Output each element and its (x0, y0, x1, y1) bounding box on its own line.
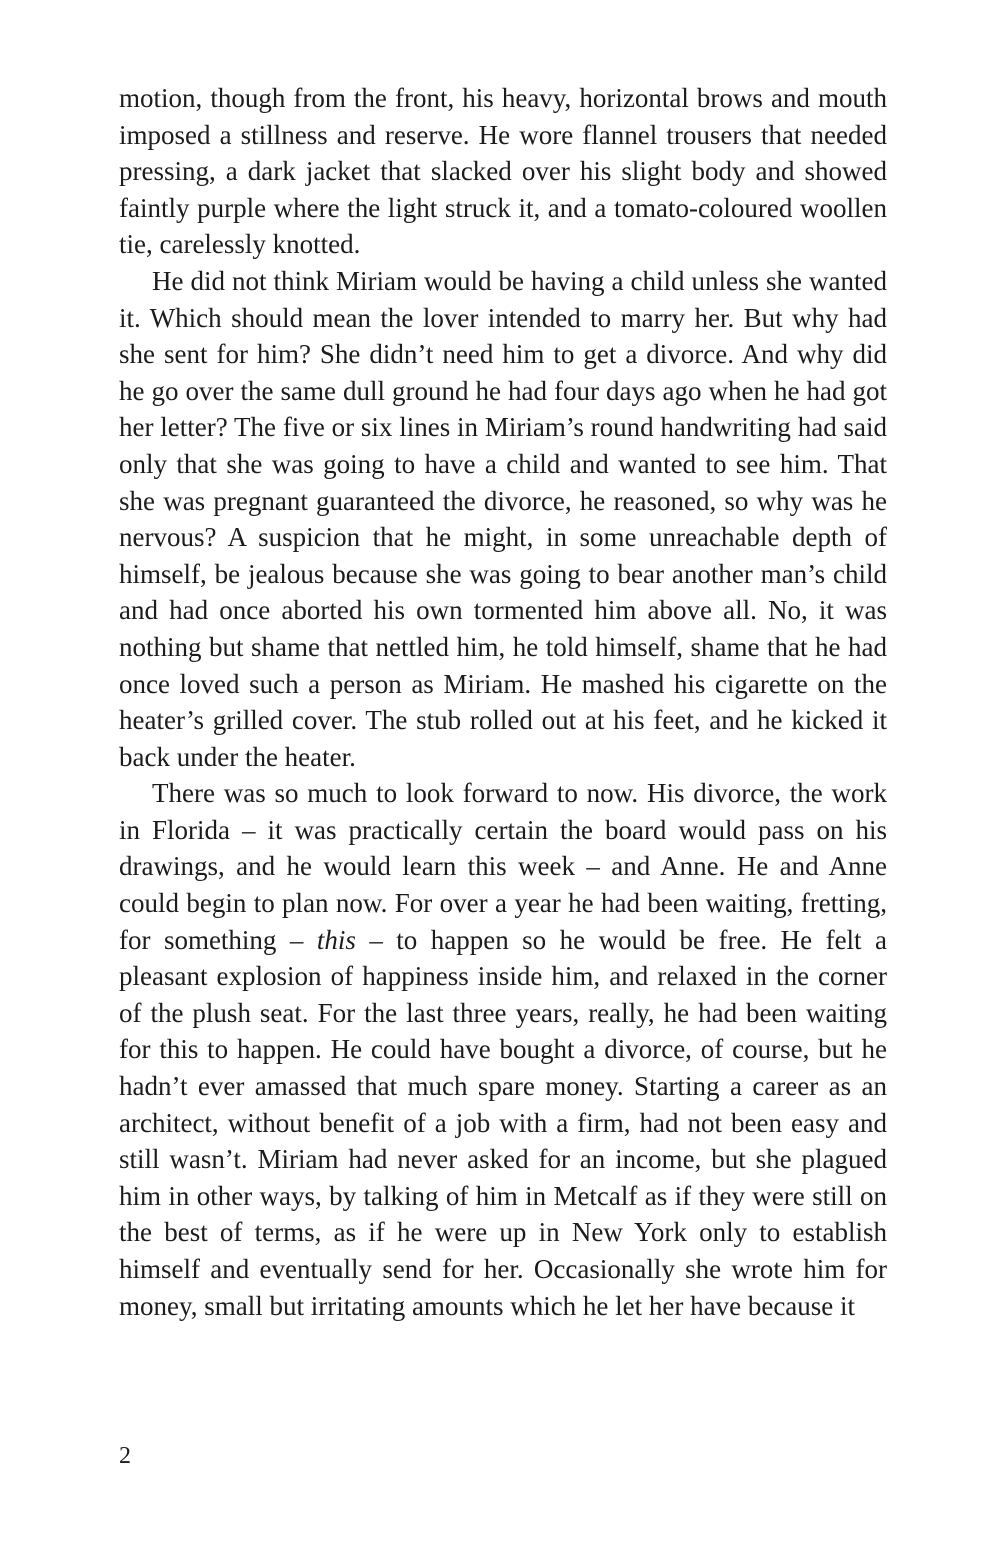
paragraph-1-text: motion, though from the front, his heavy, horizontal brows and mouth imposed a stillness and reserve. He wore flannel trousers that needed pressing, a dark jacket that slacked over his slight body and showed faintly purple where the light struck it, and a tomato-coloured woollen tie, carelessly knotted. (119, 83, 887, 260)
paragraph-3-text-start: There was so much to look forward to now. His divorce, the work in Florida – it was practically certain the board would pass on his drawings, and he would learn this week – and Anne. He and Anne could begin to plan now. For over a year he had been waiting, fretting, for something – (119, 778, 887, 955)
page-number: 2 (119, 1443, 131, 1469)
paragraph-3-text-end: – to happen so he would be free. He felt a pleasant explosion of happiness inside him, and relaxed in the corner of the plush seat. For the last three years, really, he had been waiting for this to happen. He could have bought a divorce, of course, but he hadn’t ever amassed that much spare money. Starting a career as an architect, without benefit of a job with a firm, had not been easy and still wasn’t. Miriam had never asked for an income, but she plagued him in other ways, by talking of him in Metcalf as if they were still on the best of terms, as if he were up in New York only to establish himself and eventually send for her. Occasionally she wrote him for money, small but irritating amounts which he let her have because it (119, 924, 887, 1321)
paragraph-1 (119, 80, 887, 263)
paragraph-3-emphasis: this (316, 924, 356, 955)
paragraph-2 (119, 263, 887, 775)
page-body (119, 80, 887, 1324)
paragraph-3 (119, 775, 887, 1324)
paragraph-2-text: He did not think Miriam would be having a child unless she wanted it. Which should mean the lover intended to marry her. But why had she sent for him? She didn’t need him to get a divorce. And why did he go over the same dull ground he had four days ago when he had got her letter? The five or six lines in Miriam’s round handwriting had said only that she was going to have a child and wanted to see him. That she was pregnant guaranteed the divorce, he reasoned, so why was he nervous? A suspicion that he might, in some unreachable depth of himself, be jealous because she was going to bear another man’s child and had once aborted his own tormented him above all. No, it was nothing but shame that nettled him, he told himself, shame that he had once loved such a person as Miriam. He mashed his cigarette on the heater’s grilled cover. The stub rolled out at his feet, and he kicked it back under the heater. (119, 265, 887, 772)
